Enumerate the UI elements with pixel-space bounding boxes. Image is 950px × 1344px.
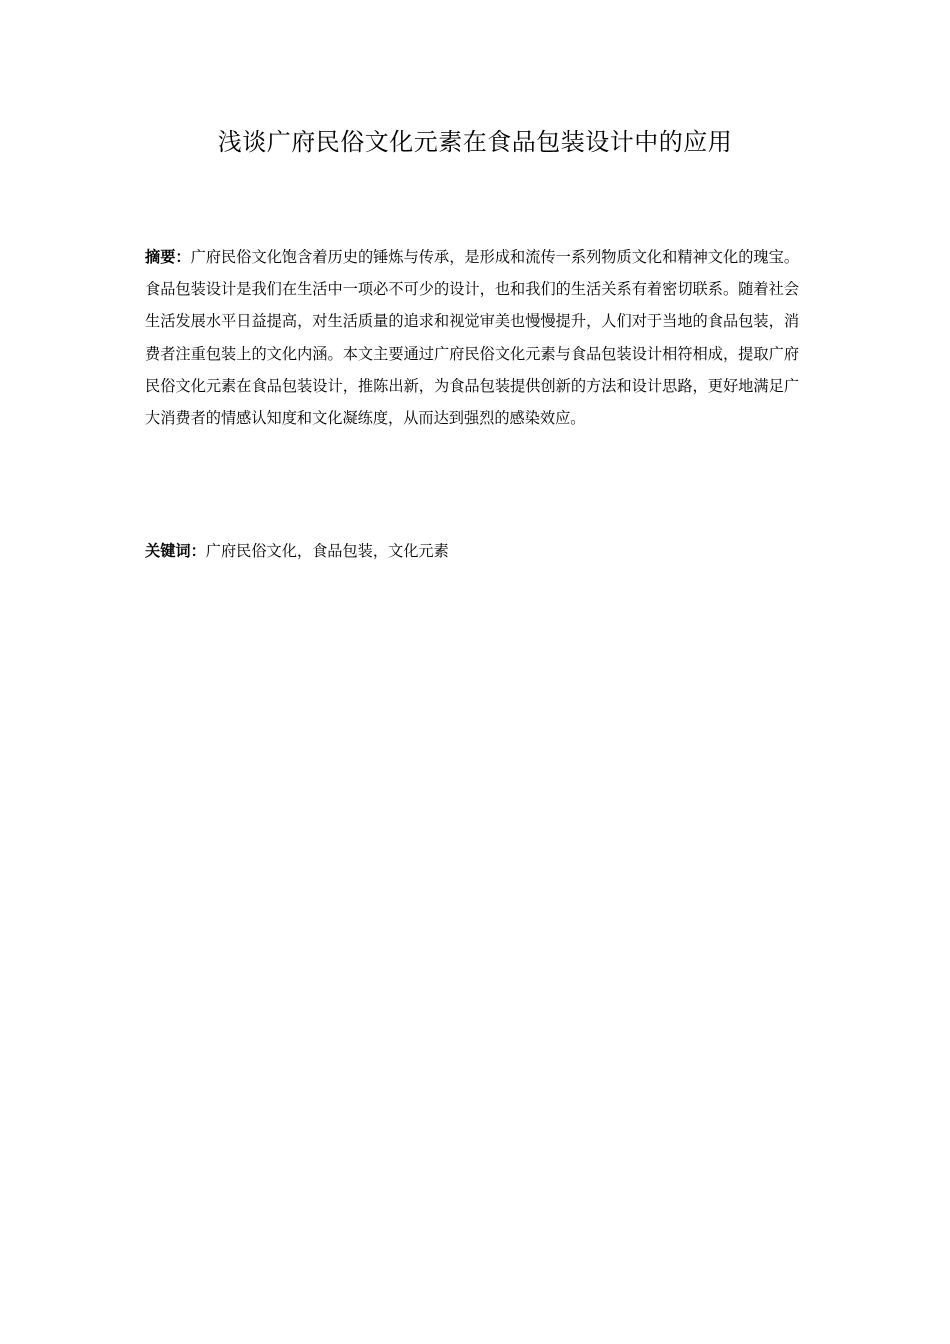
abstract-label: 摘要： <box>145 248 191 266</box>
abstract-paragraph <box>145 241 799 434</box>
abstract-text: 广府民俗文化饱含着历史的锤炼与传承，是形成和流传一系列物质文化和精神文化的瑰宝。食品包装设计是我们在生活中一项必不可少的设计，也和我们的生活关系有着密切联系。随着社会生活发展水平日益提高，对生活质量的追求和视觉审美也慢慢提升，人们对于当地的食品包装，消费者注重包装上的文化内涵。本文主要通过广府民俗文化元素与食品包装设计相符相成，提取广府民俗文化元素在食品包装设计，推陈出新，为食品包装提供创新的方法和设计思路，更好地满足广大消费者的情感认知度和文化凝练度，从而达到强烈的感染效应。 <box>145 248 800 428</box>
paper-title: 浅谈广府民俗文化元素在食品包装设计中的应用 <box>217 128 733 156</box>
keywords-text: 广府民俗文化，食品包装，文化元素 <box>205 542 449 560</box>
keywords-label: 关键词： <box>145 542 206 560</box>
keywords-paragraph <box>145 535 799 567</box>
